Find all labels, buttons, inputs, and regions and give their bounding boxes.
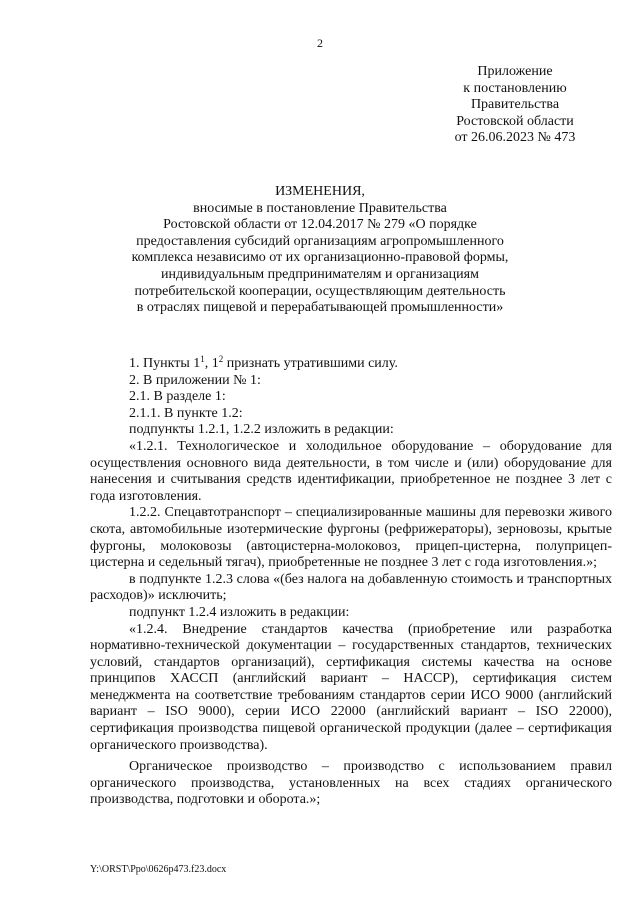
paragraph-11: Органическое производство – производство с использованием правил органического производства, установленных на всех стадиях органического производства, подготовки и оборота.»; <box>90 759 612 808</box>
approval-line: Правительства <box>470 97 560 113</box>
paragraph-5: подпункты 1.2.1, 1.2.2 изложить в редакции: <box>129 422 394 438</box>
approval-block <box>430 64 600 147</box>
paragraph-1: 1. Пункты $1^1$, $1^2$ признать утратившими силу. <box>129 354 398 371</box>
file-path-footer: Y:\ORST\Ppo\0626p473.f23.docx <box>90 864 227 875</box>
title-line: комплекса независимо от их организационно-правовой формы, <box>131 250 509 266</box>
title-line: потребительской кооперации, осуществляющим деятельность <box>134 283 506 299</box>
approval-line: к постановлению <box>463 80 567 96</box>
paragraph-7: 1.2.2. Спецавтотранспорт – специализированные машины для перевозки живого скота, автомобильные изотермические фургоны (рефрижераторы), зерновозы, крытые фургоны, молоковозы (автоцистерна-молоковоз, прицеп-цистерна, полуприцеп-цистерна и седельный тягач), приобретенные не позднее 3 лет с года изготовления.»; <box>90 505 612 571</box>
approval-line: Приложение <box>477 64 553 79</box>
paragraph-6: «1.2.1. Технологическое и холодильное оборудование – оборудование для осуществления основного вида деятельности, в том числе и (или) оборудование для нанесения и считывания средств идентификации, приобретенное не позднее 3 лет с года изготовления. <box>90 438 612 504</box>
title-line: в отраслях пищевой и перерабатывающей промышленности» <box>136 300 504 316</box>
title-line: предоставления субсидий организациям агропромышленного <box>136 233 504 249</box>
page-number: 2 <box>317 36 323 50</box>
document-body <box>90 356 612 809</box>
title-line: Ростовской области от 12.04.2017 № 279 «О порядке <box>163 217 477 233</box>
paragraph-2: 2. В приложении № 1: <box>129 372 261 388</box>
approval-line: Ростовской области <box>456 113 574 129</box>
paragraph-8: в подпункте 1.2.3 слова «(без налога на добавленную стоимость и транспортных расходов)» исключить; <box>90 571 612 604</box>
approval-line: от 26.06.2023 № 473 <box>454 130 576 146</box>
title-line: индивидуальным предпринимателям и организациям <box>161 266 479 282</box>
title-line: вносимые в постановление Правительства <box>193 200 447 216</box>
paragraph-3: 2.1. В разделе 1: <box>129 389 226 405</box>
paragraph-4: 2.1.1. В пункте 1.2: <box>129 405 243 421</box>
document-title <box>80 184 560 317</box>
title-heading: ИЗМЕНЕНИЯ, <box>275 184 365 199</box>
paragraph-9: подпункт 1.2.4 изложить в редакции: <box>129 604 350 620</box>
paragraph-10: «1.2.4. Внедрение стандартов качества (приобретение или разработка нормативно-технической документации – государственных стандартов, технических условий, стандартов организаций), сертификация системы качества на основе принципов ХАССП (английский вариант – HACCP), сертификация систем менеджмента на соответствие требованиям стандартов серии ИСО 9000 (английский вариант – ISO 9000), серии ИСО 22000 (английский вариант – ISO 22000), сертификация производства пищевой органической продукции (далее – сертификация органического производства). <box>90 621 612 753</box>
